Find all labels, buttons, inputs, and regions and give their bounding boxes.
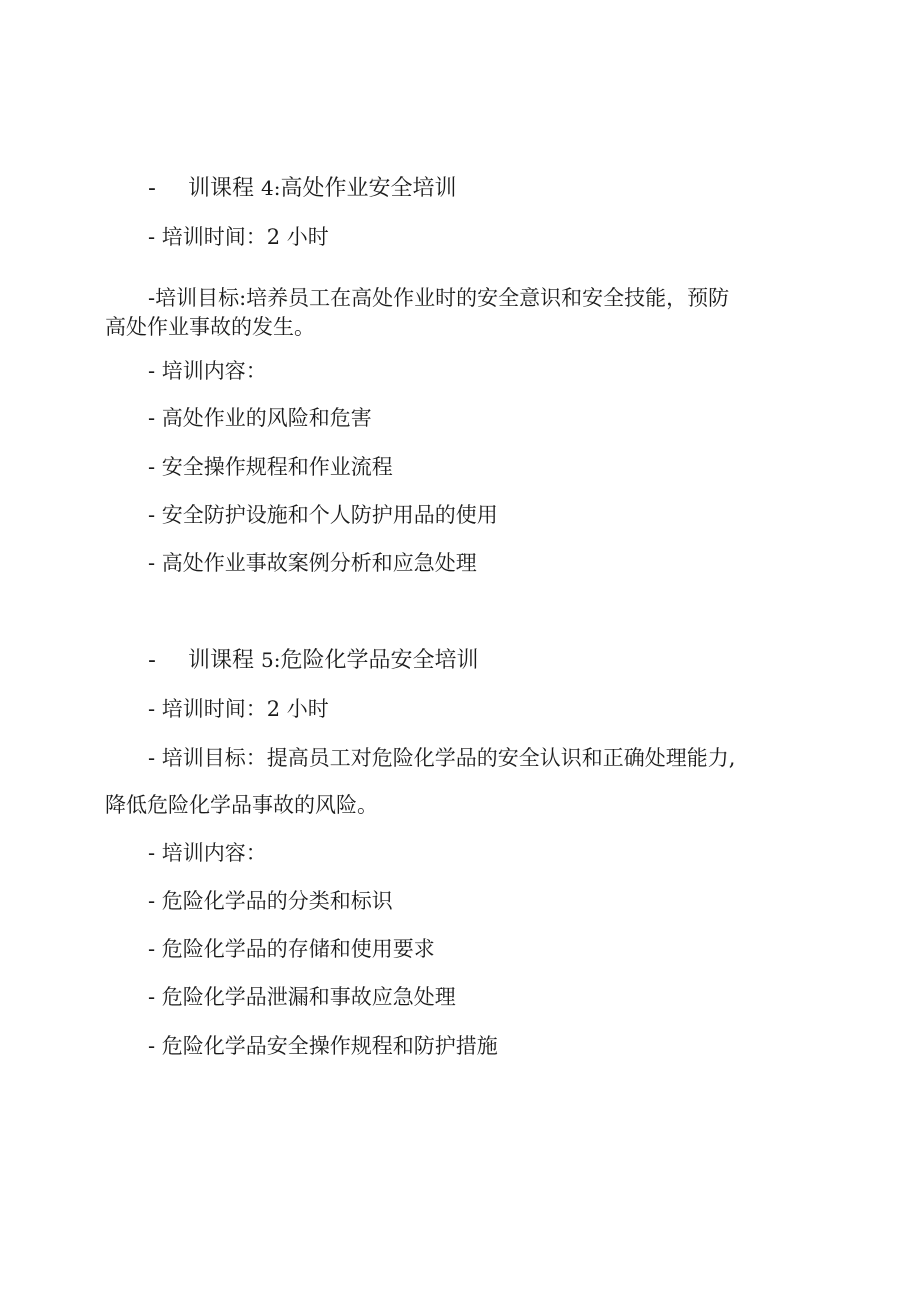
course-5-item-2: - 危险化学品的存储和使用要求 [148, 937, 435, 961]
course-4-goal-line-1: -培训目标:培养员工在高处作业时的安全意识和安全技能，预防 [148, 286, 730, 310]
heading-number: 5: [261, 648, 281, 672]
heading-number: 4: [261, 176, 281, 200]
course-5-item-1: - 危险化学品的分类和标识 [148, 889, 393, 913]
heading-prefix: 训课程 [188, 648, 255, 673]
course-4-item-3: - 安全防护设施和个人防护用品的使用 [148, 503, 498, 527]
course-5-duration: - 培训时间：2 小时 [148, 697, 329, 721]
course-4-item-4: - 高处作业事故案例分析和应急处理 [148, 551, 477, 575]
course-4-goal-line-2: 高处作业事故的发生。 [105, 315, 315, 339]
course-4-item-1: - 高处作业的风险和危害 [148, 406, 372, 430]
course-5-goal-line-1: - 培训目标：提高员工对危险化学品的安全认识和正确处理能力, [148, 746, 736, 770]
course-4-content-label: - 培训内容： [148, 359, 267, 383]
course-4-heading [148, 173, 457, 204]
course-5-goal-line-2: 降低危险化学品事故的风险。 [105, 793, 378, 817]
course-4-item-2: - 安全操作规程和作业流程 [148, 455, 393, 479]
heading-title: 危险化学品安全培训 [280, 648, 479, 673]
course-5-item-3: - 危险化学品泄漏和事故应急处理 [148, 985, 456, 1009]
course-5-heading [148, 645, 479, 676]
course-5-content-label: - 培训内容： [148, 841, 267, 865]
heading-title: 高处作业安全培训 [280, 176, 457, 201]
heading-dash: - [148, 176, 156, 201]
course-5-item-4: - 危险化学品安全操作规程和防护措施 [148, 1034, 498, 1058]
course-4-duration: - 培训时间：2 小时 [148, 225, 329, 249]
heading-prefix: 训课程 [188, 176, 255, 201]
heading-dash: - [148, 648, 156, 673]
